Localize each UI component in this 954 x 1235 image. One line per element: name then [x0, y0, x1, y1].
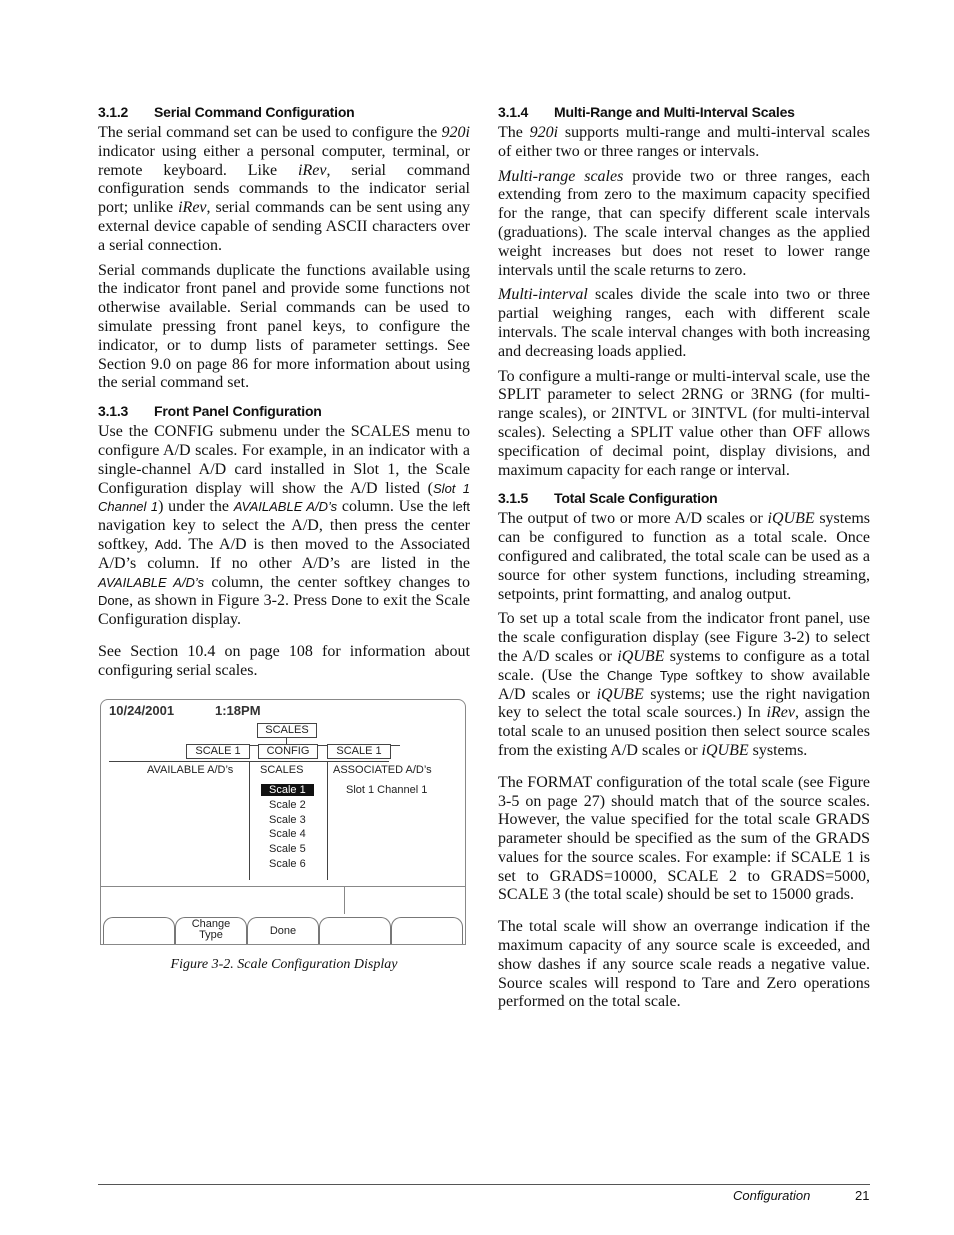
paragraph: See Section 10.4 on page 108 for information about configuring serial scales. [98, 642, 470, 679]
scale-list-item: Scale 3 [269, 813, 306, 826]
paragraph: To configure a multi-range or multi-interval scale, use the SPLIT parameter to select 2RNG or 3RNG (for multi-range scales), or 2INTVL or 3INTVL (for multi-interval scales). Selecting a SPLIT value other than OFF allows specification of decimal point, display divisions, and maximum capacity for each range or interval. [498, 367, 870, 479]
menu-scales-box: SCALES [257, 723, 317, 738]
softkey-1 [103, 917, 175, 944]
softkey-5 [391, 917, 463, 944]
page-number: 21 [855, 1188, 870, 1203]
scale-configuration-figure [98, 699, 466, 945]
figure-caption: Figure 3-2. Scale Configuration Display [170, 956, 398, 972]
menu-config-box: CONFIG [258, 744, 318, 759]
scale-list-item: Scale 6 [269, 857, 306, 870]
display-date: 10/24/2001 [109, 702, 175, 718]
scale-list-item-selected: Scale 1 [261, 784, 314, 796]
section-heading-3-1-2: 3.1.2 Serial Command Configuration [98, 104, 355, 120]
status-rule [101, 886, 465, 887]
paragraph: The output of two or more A/D scales or iQUBE systems can be configured to function as a total scale. Once configured and calibrated, the total scale can be used as a source for other system functions, including streaming, setpoints, print formatting, and analog output. [498, 510, 870, 603]
associated-ad-item: Slot 1 Channel 1 [346, 783, 428, 796]
paragraph: The serial command set can be used to configure the 920i indicator using either a personal computer, terminal, or remote keyboard. Like iRev, serial command configuration sends commands to the indicator serial port; unlike iRev, serial commands can be sent using any external device capable of sending ASCII characters over a serial connection. [98, 124, 470, 254]
column-available: AVAILABLE A/D’s [147, 763, 234, 776]
section-heading-3-1-4: 3.1.4 Multi-Range and Multi-Interval Scales [498, 104, 795, 120]
footer-section-name: Configuration [733, 1188, 811, 1203]
column-divider [327, 762, 328, 880]
display-time: 1:18PM [215, 702, 261, 718]
softkey-4 [319, 917, 391, 944]
right-column [498, 104, 870, 1018]
softkey-label: Done [269, 924, 297, 937]
paragraph: Serial commands duplicate the functions available using the indicator front panel and provide some functions not otherwise available. Serial commands can be used to simulate pressing front panel keys, to configure the indicator, or to dump lists of parameter settings. See Section 9.0 on page 86 for more information about using the serial command set. [98, 261, 470, 392]
scale-list-item: Scale 2 [269, 798, 306, 811]
left-column [98, 104, 470, 973]
paragraph: The 920i supports multi-range and multi-interval scales of either two or three ranges or intervals. [498, 124, 871, 160]
paragraph: Multi-range scales provide two or three ranges, each extending from zero to the maximum capacity specified for the range, that can specify different scale intervals (graduations). The scale interval changes as the applied weight increases but does not reset to lower range intervals until the scale returns to zero. [498, 167, 870, 279]
column-associated: ASSOCIATED A/D’s [333, 763, 432, 776]
softkey-change-type [175, 917, 247, 944]
section-heading-3-1-3: 3.1.3 Front Panel Configuration [98, 403, 322, 420]
scale-list-item: Scale 4 [269, 827, 306, 840]
section-heading-3-1-5: 3.1.5 Total Scale Configuration [498, 490, 718, 507]
scale-list-item: Scale 5 [269, 842, 306, 855]
menu-scale-left-box: SCALE 1 [186, 744, 250, 759]
paragraph: The FORMAT configuration of the total scale (see Figure 3-5 on page 27) should match that of the source scales. However, the value specified for the total scale GRADS parameter should be specified as the sum of the GRADS values for the source scales. For example: if SCALE 1 is set to GRADS=10000, SCALE 2 to GRADS=5000, SCALE 3 (the total scale) should be set to 15000 grads. [498, 773, 870, 904]
softkey-label: Change Type [191, 917, 231, 941]
paragraph: Multi-interval scales divide the scale into two or three partial weighing ranges, each with different scale intervals. The scale interval changes with both increasing and decreasing loads applied. [498, 286, 870, 360]
paragraph: To set up a total scale from the indicator front panel, use the scale configuration display (see Figure 3-2) to select the A/D scales or iQUBE systems to configure as a total scale. (Use the Change Type softkey to show available A/D scales or iQUBE systems; use the right navigation key to select the total scale sources.) In iRev, assign the total scale to an unused position then select source scales from the existing A/D scales or iQUBE systems. [498, 610, 871, 759]
indicator-display [100, 699, 466, 945]
footer-rule [98, 1184, 870, 1185]
status-divider [344, 886, 345, 914]
paragraph: Use the CONFIG submenu under the SCALES menu to configure A/D scales. For example, in an indicator with a single-channel A/D card installed in Slot 1, the Scale Configuration display will show the A/D listed (Slot 1 Channel 1) under the AVAILABLE A/D’s column. Use the left navigation key to select the A/D, then press the center softkey, Add. The A/D is then moved to the Associated A/D’s column. If no other A/D’s are listed in the AVAILABLE A/D’s column, the center softkey changes to Done, as shown in Figure 3-2. Press Done to exit the Scale Configuration display. [98, 423, 471, 629]
softkey-done [247, 917, 319, 944]
menu-scale-right-box: SCALE 1 [327, 744, 391, 759]
column-divider [249, 762, 250, 880]
column-scales: SCALES [260, 763, 304, 776]
paragraph: The total scale will show an overrange indication if the maximum capacity of any source scale is exceeded, and show dashes if any source scale reads a negative value. Source scales will respond to Tare and Zero operations performed on the total scale. [498, 918, 870, 1011]
